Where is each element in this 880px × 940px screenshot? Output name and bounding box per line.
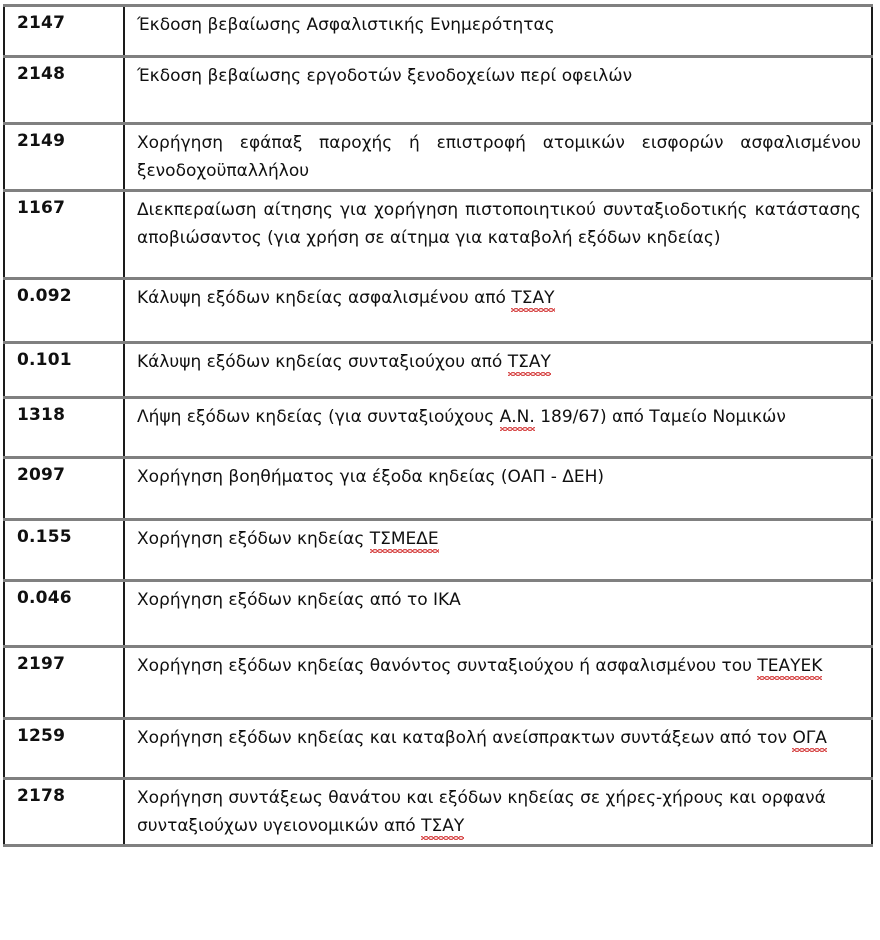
table-row xyxy=(4,279,872,343)
spellcheck-underlined-word: ΤΕΑΥΕΚ xyxy=(757,656,823,677)
service-description-cell xyxy=(124,124,872,191)
service-code-text: 1259 xyxy=(17,726,66,747)
service-description-cell xyxy=(124,719,872,779)
service-description-cell xyxy=(124,191,872,279)
table-row xyxy=(4,719,872,779)
service-description-text: Χορήγηση συντάξεως θανάτου και εξόδων κηδείας σε χήρες-χήρους και ορφανά συνταξιούχων υγειονομικών από ΤΣΑΥ xyxy=(137,788,826,836)
service-description-text: Έκδοση βεβαίωσης Ασφαλιστικής Ενημερότητας xyxy=(137,15,555,35)
service-description-cell xyxy=(124,647,872,719)
service-code-text: 0.046 xyxy=(17,588,72,609)
service-code-text: 0.101 xyxy=(17,350,72,371)
table-row xyxy=(4,191,872,279)
service-description-cell xyxy=(124,6,872,57)
service-description-cell xyxy=(124,57,872,124)
service-code-text: 2147 xyxy=(17,13,66,33)
service-code-text: 2149 xyxy=(17,131,66,151)
service-code-cell xyxy=(4,6,124,57)
service-description-cell xyxy=(124,279,872,343)
service-description-cell xyxy=(124,398,872,458)
service-code-cell xyxy=(4,581,124,647)
service-code-text: 1167 xyxy=(17,198,66,219)
service-description-cell xyxy=(124,343,872,398)
service-description-text: Κάλυψη εξόδων κηδείας συνταξιούχου από ΤΣΑΥ xyxy=(137,352,551,373)
table-row xyxy=(4,57,872,124)
table-row xyxy=(4,458,872,520)
service-code-cell xyxy=(4,191,124,279)
service-code-cell xyxy=(4,520,124,581)
table-row xyxy=(4,124,872,191)
table-row xyxy=(4,647,872,719)
spellcheck-underlined-word: Α.Ν. xyxy=(499,407,535,428)
service-description-text: Χορήγηση εφάπαξ παροχής ή επιστροφή ατομικών εισφορών ασφαλισμένου ξενοδοχοϋπαλλήλου xyxy=(137,133,861,181)
service-description-text: Κάλυψη εξόδων κηδείας ασφαλισμένου από ΤΣΑΥ xyxy=(137,288,555,309)
service-code-text: 2178 xyxy=(17,786,66,807)
spellcheck-underlined-word: ΤΣΜΕΔΕ xyxy=(369,529,439,550)
service-code-cell xyxy=(4,719,124,779)
service-code-text: 2097 xyxy=(17,465,66,486)
service-description-cell xyxy=(124,458,872,520)
service-code-text: 0.092 xyxy=(17,286,72,307)
service-description-text: Χορήγηση εξόδων κηδείας ΤΣΜΕΔΕ xyxy=(137,529,439,550)
table-row xyxy=(4,581,872,647)
service-description-text: Λήψη εξόδων κηδείας (για συνταξιούχους Α.Ν. 189/67) από Ταμείο Νομικών xyxy=(137,407,786,428)
service-description-cell xyxy=(124,581,872,647)
service-description-text: Έκδοση βεβαίωσης εργοδοτών ξενοδοχείων περί οφειλών xyxy=(137,66,633,86)
service-description-text: Διεκπεραίωση αίτησης για χορήγηση πιστοποιητικού συνταξιοδοτικής κατάστασης αποβιώσαντος (για χρήση σε αίτημα για καταβολή εξόδων κηδείας) xyxy=(137,200,861,248)
service-code-text: 0.155 xyxy=(17,527,72,548)
document-page xyxy=(0,4,880,940)
service-code-cell xyxy=(4,57,124,124)
spellcheck-underlined-word: ΤΣΑΥ xyxy=(421,815,465,836)
service-description-text: Χορήγηση εξόδων κηδείας από το ΙΚΑ xyxy=(137,590,461,611)
table-row xyxy=(4,779,872,846)
service-description-text: Χορήγηση εξόδων κηδείας θανόντος συνταξιούχου ή ασφαλισμένου του ΤΕΑΥΕΚ xyxy=(137,656,823,677)
service-code-text: 2148 xyxy=(17,64,66,84)
service-code-cell xyxy=(4,279,124,343)
services-table xyxy=(3,4,873,847)
service-code-text: 2197 xyxy=(17,654,66,675)
table-row xyxy=(4,343,872,398)
service-code-cell xyxy=(4,124,124,191)
service-description-cell xyxy=(124,520,872,581)
spellcheck-underlined-word: ΤΣΑΥ xyxy=(507,352,551,373)
service-code-text: 1318 xyxy=(17,405,66,426)
table-row xyxy=(4,398,872,458)
table-row xyxy=(4,520,872,581)
service-code-cell xyxy=(4,343,124,398)
service-description-cell xyxy=(124,779,872,846)
service-code-cell xyxy=(4,647,124,719)
services-table-body xyxy=(4,6,872,846)
service-description-text: Χορήγηση βοηθήματος για έξοδα κηδείας (ΟΑΠ - ΔΕΗ) xyxy=(137,467,605,488)
service-code-cell xyxy=(4,779,124,846)
service-code-cell xyxy=(4,398,124,458)
table-row xyxy=(4,6,872,57)
spellcheck-underlined-word: ΤΣΑΥ xyxy=(511,288,555,309)
service-code-cell xyxy=(4,458,124,520)
spellcheck-underlined-word: ΟΓΑ xyxy=(792,728,827,749)
service-description-text: Χορήγηση εξόδων κηδείας και καταβολή ανείσπρακτων συντάξεων από τον ΟΓΑ xyxy=(137,728,827,749)
